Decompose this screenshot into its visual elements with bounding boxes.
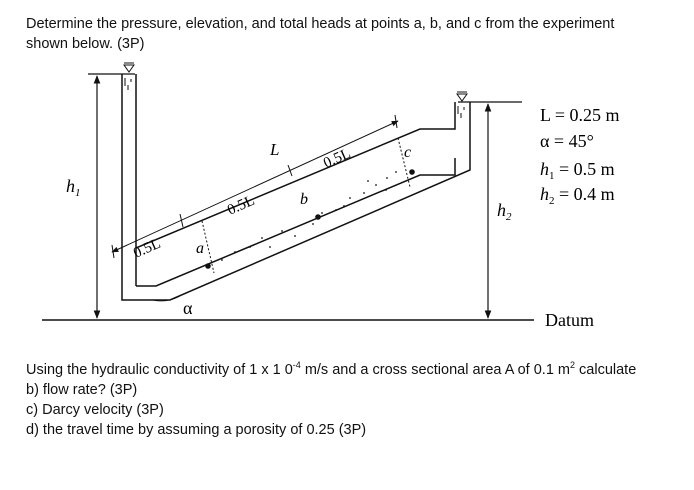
left-water-level-triangle-icon [124,65,134,72]
h1-label: $h_1$ [66,176,81,199]
segment-label-1: 0.5L [131,235,164,262]
calculation-questions [26,360,686,440]
question-line-1: Determine the pressure, elevation, and total heads at points a, b, and c from the experiment [26,16,615,32]
segment-label-3: 0.5L [321,145,354,172]
param-L: L = 0.25 m [540,105,620,125]
question-d: d) the travel time by assuming a porosity of 0.25 (3P) [26,422,367,438]
param-h2: $h_2 = 0.4$ m [540,184,615,207]
question-c: c) Darcy velocity (3P) [26,402,164,418]
length-L-label: L [270,140,280,159]
question-line-2: shown below. (3P) [26,36,145,52]
param-h1: $h_1 = 0.5$ m [540,159,615,182]
question-b: b) flow rate? (3P) [26,382,138,398]
apparatus-inner-wall [136,74,455,248]
point-a-marker [205,263,211,269]
part2-intro: Using the hydraulic conductivity of 1 x 1 $0^{-4}$ m/s and a cross sectional area A of 0.1 $m^2$ calculate [26,360,637,378]
parameter-list [540,105,619,207]
datum-label: Datum [545,310,594,330]
apparatus-outer-wall [122,74,470,300]
alpha-label: α [183,298,193,318]
segment-label-2: 0.5L [225,192,258,219]
incline-dimension-line [112,121,398,252]
param-alpha: α = 45° [540,131,594,151]
point-b-marker [315,214,321,220]
point-a-label: a [196,240,204,257]
point-c-label: c [404,144,412,161]
h2-label: $h_2$ [497,200,512,223]
point-b-label: b [300,191,308,208]
right-water-level-triangle-icon [457,94,467,101]
point-c-marker [409,169,415,175]
